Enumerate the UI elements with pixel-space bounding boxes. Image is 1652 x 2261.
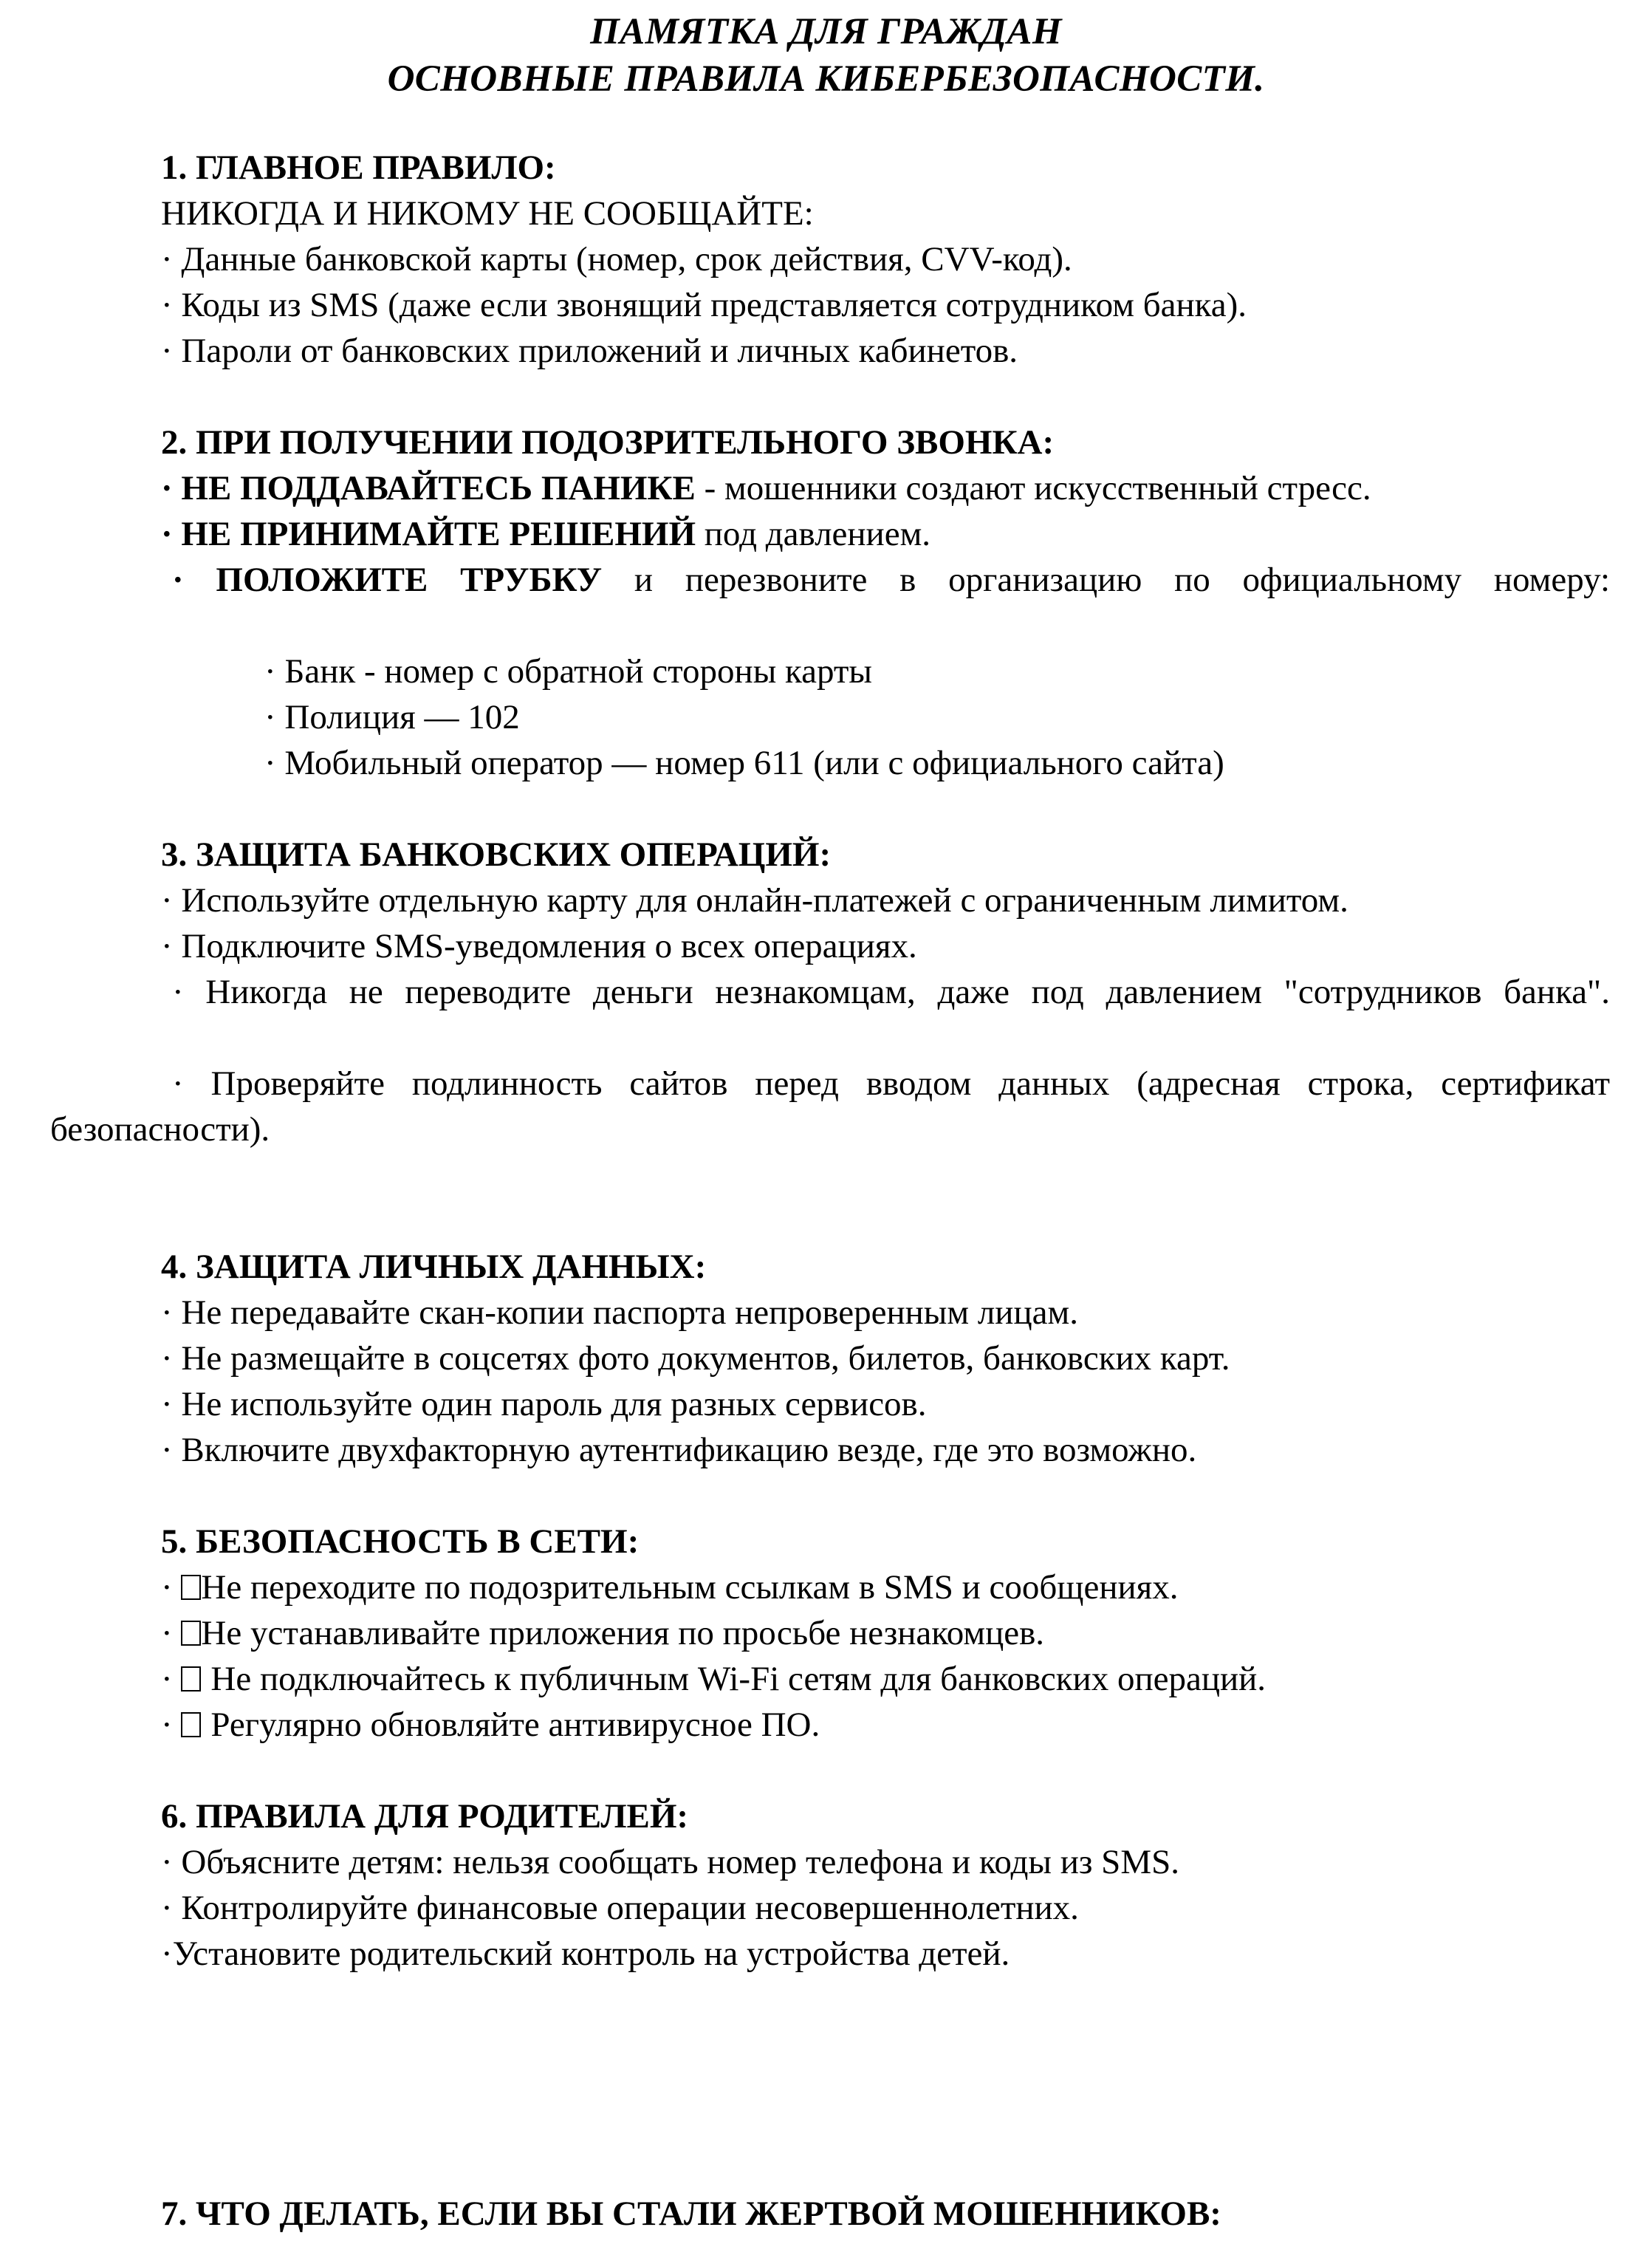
title-line-1: ПАМЯТКА ДЛЯ ГРАЖДАН (590, 11, 1062, 52)
list-item-text: под давлением. (696, 515, 931, 553)
list-item (50, 1702, 1610, 1748)
list-item (50, 1610, 1610, 1656)
list-item: · Пароли от банковских приложений и личных кабинетов. (161, 332, 1018, 370)
section-3 (50, 832, 1610, 1198)
list-item: ·Установите родительский контроль на устройства детей. (161, 1935, 1010, 1973)
section-gap (50, 1198, 1610, 1244)
list-item (50, 1656, 1610, 1702)
list-item-bullet: · (161, 1614, 182, 1652)
missing-glyph-box-icon (181, 1712, 201, 1737)
list-item-text: Не переходите по подозрительным ссылкам в SMS и сообщениях. (201, 1568, 1179, 1607)
list-item: · Контролируйте финансовые операции несовершеннолетних. (161, 1889, 1079, 1927)
section-7-heading: 7. ЧТО ДЕЛАТЬ, ЕСЛИ ВЫ СТАЛИ ЖЕРТВОЙ МОШЕННИКОВ: (161, 2195, 1221, 2233)
list-item-text: Не устанавливайте приложения по просьбе незнакомцев. (201, 1614, 1045, 1652)
list-item (50, 1564, 1610, 1610)
list-item: · Проверяйте подлинность сайтов перед вводом данных (адресная строка, сертификат безопасности). (50, 1064, 1610, 1149)
missing-glyph-box-icon (181, 1621, 201, 1646)
list-item (50, 557, 1610, 649)
list-item: · Банк - номер с обратной стороны карты (264, 652, 873, 691)
document-title (0, 0, 1652, 103)
list-item-text: и перезвоните в организацию по официальному номеру: (602, 561, 1611, 599)
section-gap (50, 1748, 1610, 1793)
list-item-text: - мошенники создают искусственный стресс. (695, 469, 1371, 507)
list-item-emphasis: · НЕ ПОДДАВАЙТЕСЬ ПАНИКЕ (161, 469, 696, 507)
section-1-heading: 1. ГЛАВНОЕ ПРАВИЛО: (161, 148, 556, 187)
list-item-bullet: · (161, 1660, 182, 1698)
section-1 (50, 145, 1610, 374)
document-body (50, 145, 1610, 1977)
missing-glyph-box-icon (181, 1666, 201, 1692)
section-1-lead: НИКОГДА И НИКОМУ НЕ СООБЩАЙТЕ: (161, 194, 814, 233)
list-item: · Не размещайте в соцсетях фото документов, билетов, банковских карт. (161, 1339, 1230, 1378)
list-item-text: Регулярно обновляйте антивирусное ПО. (210, 1706, 820, 1744)
section-4-heading: 4. ЗАЩИТА ЛИЧНЫХ ДАННЫХ: (161, 1248, 707, 1286)
list-item (50, 465, 1610, 511)
section-2-heading: 2. ПРИ ПОЛУЧЕНИИ ПОДОЗРИТЕЛЬНОГО ЗВОНКА: (161, 423, 1055, 462)
list-item: · Данные банковской карты (номер, срок действия, CVV-код). (161, 240, 1072, 278)
section-5 (50, 1519, 1610, 1748)
list-item-bullet: · (161, 1568, 182, 1607)
section-gap (50, 1473, 1610, 1519)
section-gap (50, 374, 1610, 420)
section-gap (50, 786, 1610, 832)
section-2 (50, 420, 1610, 786)
list-item: · Подключите SMS-уведомления о всех операциях. (161, 927, 917, 965)
list-item: · Не используйте один пароль для разных сервисов. (161, 1385, 927, 1423)
missing-glyph-box-icon (181, 1575, 201, 1600)
list-item-emphasis: · НЕ ПРИНИМАЙТЕ РЕШЕНИЙ (161, 515, 696, 553)
list-item: · Никогда не переводите деньги незнакомцам, даже под давлением "сотрудников банка". (172, 973, 1610, 1011)
list-item: · Коды из SMS (даже если звонящий представляется сотрудником банка). (161, 286, 1247, 324)
list-item (50, 511, 1610, 557)
section-6 (50, 1793, 1610, 1977)
list-item: · Полиция — 102 (264, 698, 520, 736)
section-6-heading: 6. ПРАВИЛА ДЛЯ РОДИТЕЛЕЙ: (161, 1797, 689, 1836)
section-4 (50, 1244, 1610, 1473)
list-item-bullet: · (161, 1706, 182, 1744)
list-item-text: Не подключайтесь к публичным Wi-Fi сетям для банковских операций. (210, 1660, 1267, 1698)
section-3-heading: 3. ЗАЩИТА БАНКОВСКИХ ОПЕРАЦИЙ: (161, 835, 832, 874)
list-item: · Используйте отдельную карту для онлайн-платежей с ограниченным лимитом. (161, 881, 1348, 920)
list-item: · Объясните детям: нельзя сообщать номер телефона и коды из SMS. (161, 1843, 1179, 1881)
section-5-heading: 5. БЕЗОПАСНОСТЬ В СЕТИ: (161, 1522, 640, 1561)
title-line-2: ОСНОВНЫЕ ПРАВИЛА КИБЕРБЕЗОПАСНОСТИ. (387, 58, 1265, 100)
list-item: · Мобильный оператор — номер 611 (или с официального сайта) (264, 744, 1224, 782)
list-item: · Включите двухфакторную аутентификацию везде, где это возможно. (161, 1431, 1197, 1469)
list-item-emphasis: · ПОЛОЖИТЕ ТРУБКУ (172, 561, 603, 599)
list-item: · Не передавайте скан-копии паспорта непроверенным лицам. (161, 1293, 1078, 1332)
